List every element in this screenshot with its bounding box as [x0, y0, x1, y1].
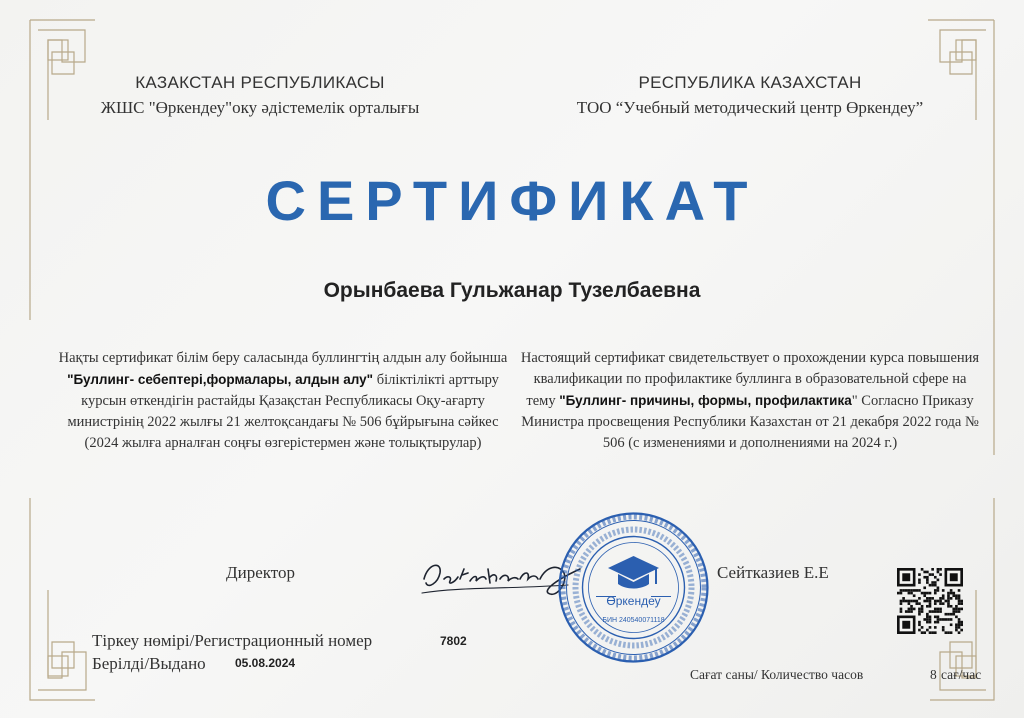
paragraph-russian — [520, 348, 980, 454]
director-name: Сейтказиев Е.Е — [717, 563, 829, 582]
header-left — [60, 70, 460, 120]
paragraph-ru-text-1: Настоящий сертификат свидетельствует о прохождении курса повышения квалификации по профилактике буллинга в образовательной сфере на тему — [520, 350, 980, 409]
registration-value: 7802 — [440, 634, 467, 648]
paragraph-kz-text-2: біліктілікті арттыру курсын өткендігін растайды Қазақстан Республикасы Оқу-ағарту министрінің 2022 жылғы 21 желтоқсандағы № 506 бұйрығына сәйкес (2024 жылға арналған соңғы өзгерістермен және толықтырулар) — [67, 372, 499, 451]
official-stamp — [556, 510, 711, 665]
paragraph-kz-course: "Буллинг- себептері,формалары, алдын алу" — [67, 372, 374, 387]
certificate-title: СЕРТИФИКАТ — [265, 169, 759, 232]
paragraph-kz-text-1: Нақты сертификат білім беру саласында буллингтің алдын алу бойынша — [58, 350, 508, 366]
header-left-country: КАЗАКСТАН РЕСПУБЛИКАСЫ — [135, 73, 385, 92]
paragraph-ru-text-2: " Согласно Приказу Министра просвещения Республики Казахстан от 21 декабря 2022 года № 506 (с изменениями и дополнениями на 2024 г.) — [521, 393, 979, 451]
header-right — [535, 70, 965, 120]
hours-unit: сағ/час — [941, 667, 982, 682]
hours-label: Сағат саны/ Количество часов — [690, 667, 864, 682]
header-right-country: РЕСПУБЛИКА КАЗАХСТАН — [638, 73, 862, 92]
recipient-name: Орынбаева Гульжанар Тузелбаевна — [323, 279, 701, 302]
header-left-org: ЖШС "Өркендеу"оку әдістемелік орталығы — [100, 98, 420, 117]
paragraph-kazakh — [58, 348, 508, 454]
hours-value: 8 — [930, 667, 937, 682]
registration-label: Тіркеу нөмірі/Регистрационный номер — [92, 631, 373, 650]
paragraph-ru-course: "Буллинг- причины, формы, профилактика — [559, 393, 852, 408]
issued-label: Берілді/Выдано — [92, 654, 206, 673]
qr-code — [897, 568, 963, 634]
stamp-id-text: БИН 240540071118 — [602, 617, 665, 624]
header-right-org: ТОО “Учебный методический центр Өркендеу” — [576, 98, 924, 117]
issued-value: 05.08.2024 — [235, 656, 296, 670]
director-label: Директор — [226, 563, 295, 582]
stamp-center-text: Өркендеу — [606, 594, 661, 608]
